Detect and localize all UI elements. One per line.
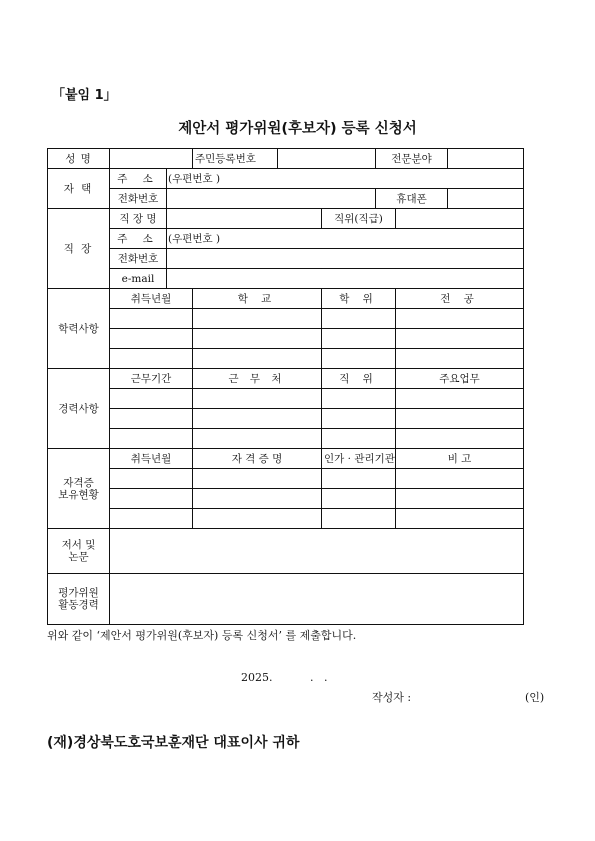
work-label: 직 장 bbox=[48, 209, 110, 289]
career-cell[interactable] bbox=[396, 389, 524, 409]
career-label: 경력사항 bbox=[48, 369, 110, 449]
work-phone-field[interactable] bbox=[167, 249, 524, 269]
education-cell[interactable] bbox=[193, 349, 322, 369]
education-header-major: 전 공 bbox=[396, 289, 524, 309]
books-field[interactable] bbox=[110, 529, 524, 574]
books-row bbox=[48, 529, 524, 574]
education-cell[interactable] bbox=[110, 349, 193, 369]
license-cell[interactable] bbox=[193, 469, 322, 489]
career-cell[interactable] bbox=[322, 409, 396, 429]
seal-label: (인) bbox=[525, 691, 545, 704]
home-phone-row bbox=[48, 189, 524, 209]
education-cell[interactable] bbox=[193, 309, 322, 329]
field-field[interactable] bbox=[448, 149, 524, 169]
mobile-field[interactable] bbox=[448, 189, 524, 209]
resident-no-label: 주민등록번호 bbox=[193, 149, 278, 169]
home-address-label: 주 소 bbox=[110, 169, 167, 189]
work-address-row bbox=[48, 229, 524, 249]
education-cell[interactable] bbox=[110, 329, 193, 349]
license-header-note: 비 고 bbox=[396, 449, 524, 469]
career-cell[interactable] bbox=[193, 389, 322, 409]
career-cell[interactable] bbox=[110, 389, 193, 409]
license-header-row bbox=[48, 449, 524, 469]
activity-row bbox=[48, 574, 524, 625]
recipient-line: (재)경상북도호국보훈재단 대표이사 귀하 bbox=[47, 735, 300, 751]
license-cell[interactable] bbox=[396, 469, 524, 489]
home-phone-label: 전화번호 bbox=[110, 189, 167, 209]
declaration-text: 위와 같이 ‘제안서 평가위원(후보자) 등록 신청서’ 를 제출합니다. bbox=[47, 629, 357, 642]
education-cell[interactable] bbox=[322, 309, 396, 329]
license-label: 자격증 보유현황 bbox=[48, 449, 110, 529]
license-cell[interactable] bbox=[396, 509, 524, 529]
license-cell[interactable] bbox=[322, 469, 396, 489]
books-label: 저서 및 논문 bbox=[48, 529, 110, 574]
education-header-date: 취득년월 bbox=[110, 289, 193, 309]
career-cell[interactable] bbox=[396, 409, 524, 429]
career-cell[interactable] bbox=[322, 389, 396, 409]
writer-label: 작성자 : bbox=[372, 691, 412, 704]
home-phone-field[interactable] bbox=[167, 189, 376, 209]
career-cell[interactable] bbox=[110, 409, 193, 429]
field-label: 전문분야 bbox=[376, 149, 448, 169]
education-header-school: 학 교 bbox=[193, 289, 322, 309]
education-entry-row bbox=[48, 329, 524, 349]
license-cell[interactable] bbox=[193, 509, 322, 529]
education-cell[interactable] bbox=[322, 329, 396, 349]
education-entry-row bbox=[48, 349, 524, 369]
license-cell[interactable] bbox=[322, 509, 396, 529]
career-entry-row bbox=[48, 389, 524, 409]
resident-no-field[interactable] bbox=[278, 149, 376, 169]
name-label: 성 명 bbox=[48, 149, 110, 169]
career-header-workplace: 근 무 처 bbox=[193, 369, 322, 389]
home-label: 자 택 bbox=[48, 169, 110, 209]
name-field[interactable] bbox=[110, 149, 193, 169]
date-month-dot: . bbox=[310, 671, 314, 684]
workplace-row bbox=[48, 209, 524, 229]
position-field[interactable] bbox=[396, 209, 524, 229]
license-header-agency: 인가 · 관리기관 bbox=[322, 449, 396, 469]
form-title: 제안서 평가위원(후보자) 등록 신청서 bbox=[178, 121, 417, 137]
education-header-row bbox=[48, 289, 524, 309]
workplace-label: 직 장 명 bbox=[110, 209, 167, 229]
career-cell[interactable] bbox=[396, 429, 524, 449]
education-entry-row bbox=[48, 309, 524, 329]
license-entry-row bbox=[48, 489, 524, 509]
education-cell[interactable] bbox=[396, 349, 524, 369]
activity-field[interactable] bbox=[110, 574, 524, 625]
license-cell[interactable] bbox=[110, 469, 193, 489]
work-address-field[interactable]: (우편번호 ) bbox=[167, 229, 524, 249]
education-label: 학력사항 bbox=[48, 289, 110, 369]
email-field[interactable] bbox=[167, 269, 524, 289]
career-header-position: 직 위 bbox=[322, 369, 396, 389]
attachment-label: 「붙임 1」 bbox=[52, 88, 117, 103]
license-cell[interactable] bbox=[193, 489, 322, 509]
career-entry-row bbox=[48, 409, 524, 429]
date-year: 2025. bbox=[241, 671, 273, 684]
work-address-label: 주 소 bbox=[110, 229, 167, 249]
career-cell[interactable] bbox=[110, 429, 193, 449]
activity-label: 평가위원 활동경력 bbox=[48, 574, 110, 625]
career-entry-row bbox=[48, 429, 524, 449]
education-cell[interactable] bbox=[322, 349, 396, 369]
education-cell[interactable] bbox=[193, 329, 322, 349]
workplace-field[interactable] bbox=[167, 209, 322, 229]
position-label: 직위(직급) bbox=[322, 209, 396, 229]
mobile-label: 휴대폰 bbox=[376, 189, 448, 209]
license-header-name: 자 격 증 명 bbox=[193, 449, 322, 469]
license-cell[interactable] bbox=[110, 489, 193, 509]
career-header-period: 근무기간 bbox=[110, 369, 193, 389]
home-address-row bbox=[48, 169, 524, 189]
license-entry-row bbox=[48, 509, 524, 529]
career-header-row bbox=[48, 369, 524, 389]
name-row bbox=[48, 149, 524, 169]
license-cell[interactable] bbox=[110, 509, 193, 529]
work-phone-row bbox=[48, 249, 524, 269]
license-header-date: 취득년월 bbox=[110, 449, 193, 469]
license-cell[interactable] bbox=[396, 489, 524, 509]
work-phone-label: 전화번호 bbox=[110, 249, 167, 269]
email-row bbox=[48, 269, 524, 289]
license-cell[interactable] bbox=[322, 489, 396, 509]
education-cell[interactable] bbox=[110, 309, 193, 329]
career-header-duties: 주요업무 bbox=[396, 369, 524, 389]
career-cell[interactable] bbox=[322, 429, 396, 449]
education-header-degree: 학 위 bbox=[322, 289, 396, 309]
email-label: e-mail bbox=[110, 269, 167, 289]
career-cell[interactable] bbox=[193, 409, 322, 429]
career-cell[interactable] bbox=[193, 429, 322, 449]
license-entry-row bbox=[48, 469, 524, 489]
application-form-table bbox=[47, 148, 524, 625]
education-cell[interactable] bbox=[396, 309, 524, 329]
date-day-dot: . bbox=[324, 671, 328, 684]
education-cell[interactable] bbox=[396, 329, 524, 349]
home-address-field[interactable]: (우편번호 ) bbox=[167, 169, 524, 189]
